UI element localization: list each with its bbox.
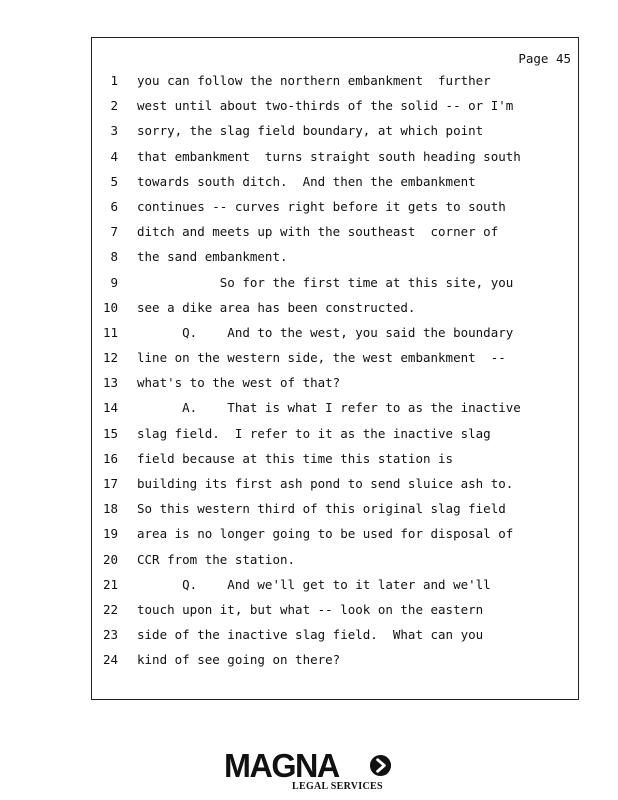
page-number: Page 45 — [518, 51, 571, 66]
line-number: 16 — [102, 450, 118, 466]
transcript-line — [92, 144, 578, 169]
line-text: field because at this time this station is — [137, 450, 454, 466]
line-text: Q. And we'll get to it later and we'll — [137, 576, 491, 592]
transcript-line — [92, 270, 578, 295]
line-text: Q. And to the west, you said the boundary — [137, 324, 514, 340]
transcript-line — [92, 521, 578, 546]
transcript-line — [92, 395, 578, 420]
line-text: So for the first time at this site, you — [137, 274, 514, 290]
line-text: area is no longer going to be used for disposal of — [137, 526, 514, 542]
line-number: 23 — [102, 627, 118, 643]
line-number: 10 — [102, 299, 118, 315]
transcript-line — [92, 547, 578, 572]
transcript-line — [92, 471, 578, 496]
transcript-line — [92, 345, 578, 370]
line-number: 15 — [102, 425, 118, 441]
line-number: 12 — [102, 350, 118, 366]
line-text: that embankment turns straight south heading south — [137, 148, 521, 164]
line-number: 13 — [102, 375, 118, 391]
line-text: sorry, the slag field boundary, at which point — [137, 123, 484, 139]
line-number: 5 — [110, 173, 118, 189]
line-number: 1 — [110, 73, 118, 88]
line-number: 17 — [102, 476, 118, 491]
line-number: 18 — [102, 501, 118, 517]
line-text: So this western third of this original slag field — [137, 501, 506, 517]
line-text: A. That is what I refer to as the inactive — [137, 400, 521, 416]
transcript-line — [92, 370, 578, 395]
line-number: 4 — [110, 148, 118, 164]
line-number: 19 — [102, 526, 118, 542]
transcript-line — [92, 572, 578, 597]
transcript-line — [92, 597, 578, 622]
line-text: west until about two-thirds of the solid -- or I'm — [137, 98, 514, 114]
transcript-line — [92, 446, 578, 471]
line-text: touch upon it, but what -- look on the eastern — [137, 601, 484, 617]
line-text: building its first ash pond to send sluice ash to. — [137, 476, 514, 491]
transcript-line — [92, 647, 578, 672]
line-number: 24 — [102, 652, 118, 668]
line-text: side of the inactive slag field. What can you — [137, 627, 484, 643]
transcript-line — [92, 68, 578, 93]
magna-logo — [224, 748, 396, 792]
line-number: 20 — [102, 551, 118, 567]
line-text: what's to the west of that? — [137, 375, 341, 391]
arrow-circle-icon — [369, 754, 392, 777]
line-number: 9 — [110, 274, 118, 290]
line-text: ditch and meets up with the southeast corner of — [137, 224, 499, 240]
line-number: 22 — [102, 601, 118, 617]
transcript-page — [91, 37, 579, 700]
line-text: kind of see going on there? — [137, 652, 341, 668]
transcript-line — [92, 169, 578, 194]
line-text: see a dike area has been constructed. — [137, 299, 416, 315]
line-number: 21 — [102, 576, 118, 592]
transcript-line — [92, 622, 578, 647]
transcript-line — [92, 244, 578, 269]
logo-wordmark: MAGNA — [224, 747, 339, 784]
line-number: 8 — [110, 249, 118, 265]
transcript-line — [92, 219, 578, 244]
line-text: towards south ditch. And then the embankment — [137, 173, 476, 189]
transcript-lines — [92, 68, 578, 673]
line-number: 3 — [110, 123, 118, 139]
line-text: continues -- curves right before it gets to south — [137, 198, 506, 214]
line-number: 14 — [102, 400, 118, 416]
transcript-line — [92, 118, 578, 143]
transcript-line — [92, 295, 578, 320]
line-text: you can follow the northern embankment further — [137, 73, 491, 88]
line-number: 6 — [110, 198, 118, 214]
line-text: CCR from the station. — [137, 551, 296, 567]
transcript-line — [92, 93, 578, 118]
line-text: line on the western side, the west embankment -- — [137, 350, 506, 366]
transcript-line — [92, 194, 578, 219]
line-number: 7 — [110, 224, 118, 240]
line-number: 11 — [102, 324, 118, 340]
transcript-line — [92, 421, 578, 446]
line-number: 2 — [110, 98, 118, 114]
transcript-line — [92, 320, 578, 345]
transcript-line — [92, 496, 578, 521]
line-text: slag field. I refer to it as the inactive slag — [137, 425, 491, 441]
logo-tagline: LEGAL SERVICES — [292, 781, 383, 792]
line-text: the sand embankment. — [137, 249, 288, 265]
